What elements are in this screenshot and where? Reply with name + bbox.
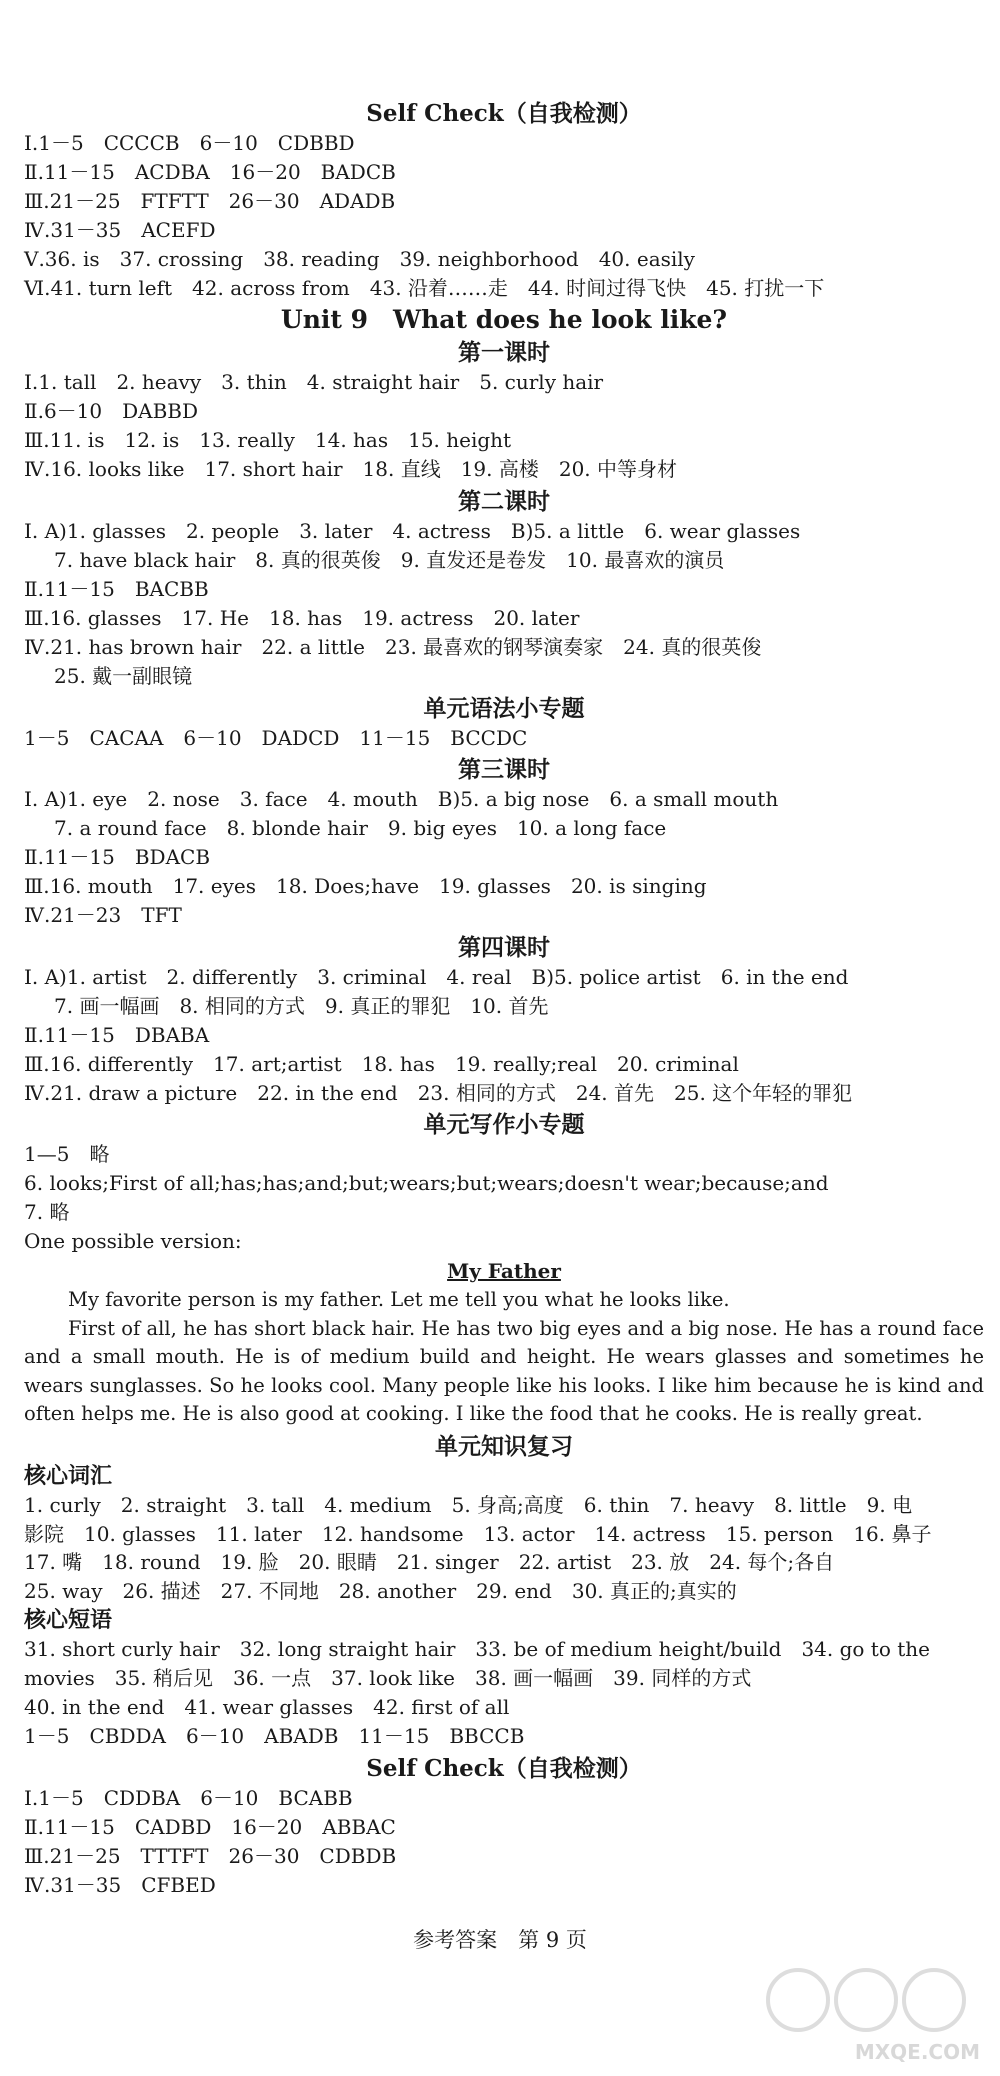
grammar-title: 单元语法小专题 xyxy=(423,694,585,722)
answer-line: 7. a round face 8. blonde hair 9. big eyes 10. a long face xyxy=(54,816,667,841)
answer-line: 1. curly 2. straight 3. tall 4. medium 5. 身高;高度 6. thin 7. heavy 8. little 9. 电 xyxy=(24,1492,913,1517)
lesson-1-title: 第一课时 xyxy=(458,339,550,367)
answer-line: 影院 10. glasses 11. later 12. handsome 13. actor 14. actress 15. person 16. 鼻子 xyxy=(24,1521,932,1546)
answer-line: Ⅲ.16. mouth 17. eyes 18. Does;have 19. glasses 20. is singing xyxy=(24,874,707,899)
answer-line: Ⅱ.6－10 DABBD xyxy=(24,399,199,424)
answer-content xyxy=(24,96,984,1899)
self-check-answers xyxy=(24,129,984,302)
lesson-3-title: 第三课时 xyxy=(458,756,550,784)
answer-line: 1—5 略 xyxy=(24,1142,110,1167)
answer-line: movies 35. 稍后见 36. 一点 37. look like 38. 画一幅画 39. 同样的方式 xyxy=(24,1666,752,1691)
answer-line: Ⅳ.31－35 ACEFD xyxy=(24,217,216,242)
answer-line: Ⅱ.11－15 DBABA xyxy=(24,1022,210,1047)
answer-line: Ⅱ.11－15 BACBB xyxy=(24,576,209,601)
page-footer: 参考答案 第 9 页 xyxy=(413,1928,587,1952)
answer-line: 17. 嘴 18. round 19. 脸 20. 眼睛 21. singer 22. artist 23. 放 24. 每个;各自 xyxy=(24,1550,835,1575)
answer-line: Ⅰ. A)1. artist 2. differently 3. criminal 4. real B)5. police artist 6. in the end xyxy=(24,964,849,989)
answer-line: 31. short curly hair 32. long straight hair 33. be of medium height/build 34. go to the xyxy=(24,1637,930,1662)
answer-line: Ⅲ.21－25 FTFTT 26－30 ADADB xyxy=(24,188,396,213)
answer-line: 7. 画一幅画 8. 相同的方式 9. 真正的罪犯 10. 首先 xyxy=(54,993,549,1018)
answer-line: Ⅳ.21. draw a picture 22. in the end 23. 相同的方式 24. 首先 25. 这个年轻的罪犯 xyxy=(24,1080,853,1105)
answer-line: Ⅰ.1－5 CCCCB 6－10 CDBBD xyxy=(24,131,355,155)
answer-line: Ⅰ. A)1. eye 2. nose 3. face 4. mouth B)5. a big nose 6. a small mouth xyxy=(24,787,779,812)
answer-line: Ⅲ.11. is 12. is 13. really 14. has 15. height xyxy=(24,428,512,453)
answer-line: 1－5 CACAA 6－10 DADCD 11－15 BCCDC xyxy=(24,725,528,750)
essay-body xyxy=(24,1286,984,1429)
essay-paragraph: First of all, he has short black hair. He has two big eyes and a big nose. He has a round face and a small mouth. He is of medium build and height. He wears glasses and sometimes he wears sunglasses. So he looks cool. Many people like his looks. I like him because he is kind and often helps me. He is also good at cooking. I like the food that he cooks. He is really great. xyxy=(24,1316,984,1426)
answer-line: 25. way 26. 描述 27. 不同地 28. another 29. end 30. 真正的;真实的 xyxy=(24,1579,737,1604)
answer-line: One possible version: xyxy=(24,1229,242,1254)
phrase-heading: 核心短语 xyxy=(24,1607,113,1634)
essay-title: My Father xyxy=(447,1259,561,1284)
self-check-title: Self Check（自我检测） xyxy=(366,1754,642,1782)
answer-line: Ⅳ.31－35 CFBED xyxy=(24,1872,216,1897)
answer-line: 7. have black hair 8. 真的很英俊 9. 直发还是卷发 10. 最喜欢的演员 xyxy=(54,547,725,572)
answer-line: Ⅱ.11－15 BDACB xyxy=(24,845,211,870)
answer-line: Ⅰ. A)1. glasses 2. people 3. later 4. actress B)5. a little 6. wear glasses xyxy=(24,519,801,544)
answer-line: 25. 戴一副眼镜 xyxy=(54,663,193,688)
watermark-logo xyxy=(758,1960,988,2068)
watermark-text: MXQE.COM xyxy=(854,2040,980,2064)
watermark-badge-icon xyxy=(758,1960,988,2040)
answer-line: Ⅳ.16. looks like 17. short hair 18. 直线 19. 高楼 20. 中等身材 xyxy=(24,457,678,482)
vocab-heading: 核心词汇 xyxy=(24,1462,113,1489)
answer-line: Ⅳ.21. has brown hair 22. a little 23. 最喜欢的钢琴演奏家 24. 真的很英俊 xyxy=(24,634,762,659)
review-title: 单元知识复习 xyxy=(435,1432,573,1460)
answer-line: 40. in the end 41. wear glasses 42. first of all xyxy=(24,1695,510,1720)
answer-line: Ⅱ.11－15 ACDBA 16－20 BADCB xyxy=(24,159,396,184)
answer-line: Ⅳ.21－23 TFT xyxy=(24,903,182,928)
answer-line: Ⅴ.36. is 37. crossing 38. reading 39. neighborhood 40. easily xyxy=(24,246,695,271)
lesson-2-title: 第二课时 xyxy=(458,488,550,516)
answer-line: 6. looks;First of all;has;has;and;but;wears;but;wears;doesn't wear;because;and xyxy=(24,1171,829,1196)
answer-line: 7. 略 xyxy=(24,1200,70,1225)
lesson-4-title: 第四课时 xyxy=(458,933,550,961)
answer-line: Ⅲ.16. differently 17. art;artist 18. has 19. really;real 20. criminal xyxy=(24,1051,739,1076)
answer-line: Ⅵ.41. turn left 42. across from 43. 沿着……走 44. 时间过得飞快 45. 打扰一下 xyxy=(24,275,825,300)
answer-line: Ⅲ.16. glasses 17. He 18. has 19. actress 20. later xyxy=(24,605,580,630)
self-check-title: Self Check（自我检测） xyxy=(366,100,642,127)
answer-line: 1－5 CBDDA 6－10 ABADB 11－15 BBCCB xyxy=(24,1723,525,1748)
answer-line: Ⅰ.1. tall 2. heavy 3. thin 4. straight hair 5. curly hair xyxy=(24,370,604,395)
unit-title: Unit 9 What does he look like? xyxy=(280,305,728,335)
answer-line: Ⅰ.1－5 CDDBA 6－10 BCABB xyxy=(24,1785,353,1810)
essay-paragraph: My favorite person is my father. Let me tell you what he looks like. xyxy=(68,1288,730,1312)
answer-line: Ⅱ.11－15 CADBD 16－20 ABBAC xyxy=(24,1814,396,1839)
writing-title: 单元写作小专题 xyxy=(423,1111,585,1139)
answer-line: Ⅲ.21－25 TTTFT 26－30 CDBDB xyxy=(24,1843,397,1868)
